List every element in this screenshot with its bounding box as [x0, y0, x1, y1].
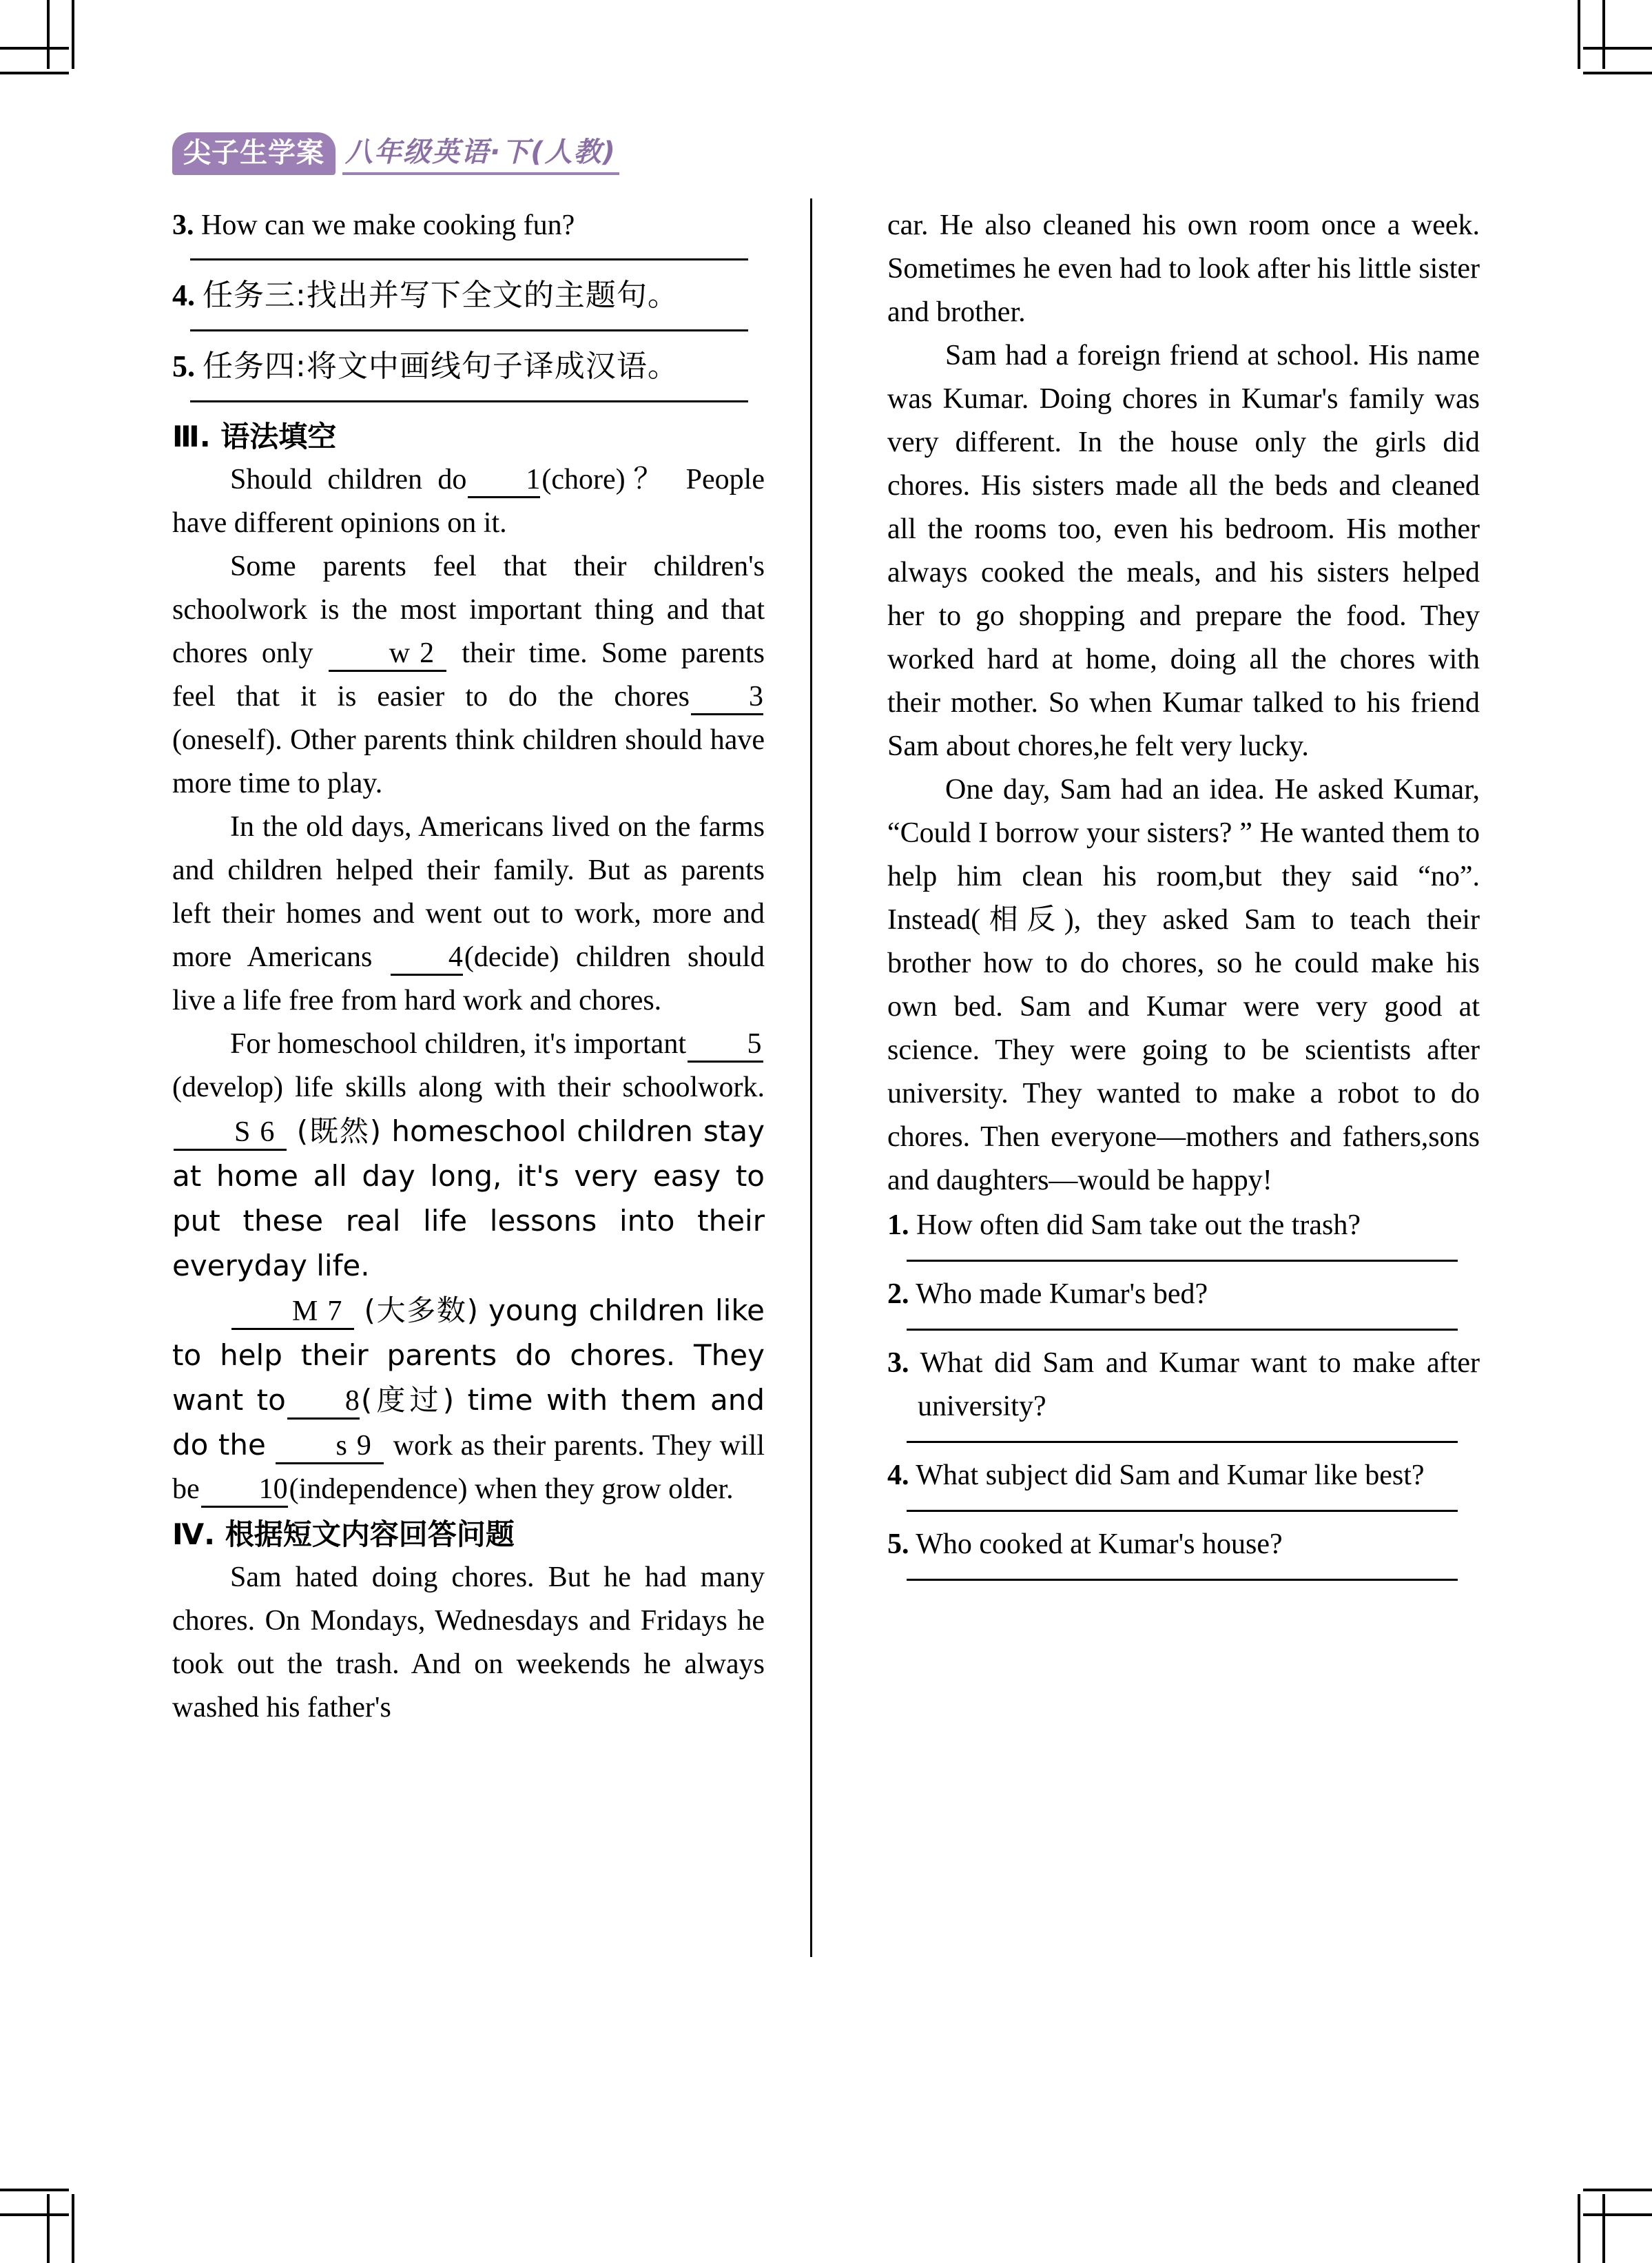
question-number: 5. [887, 1528, 909, 1560]
crop-mark-top-right-inner-h [1583, 72, 1652, 74]
question-text: What did Sam and Kumar want to make after university? [918, 1347, 1480, 1422]
question-item [887, 1273, 1480, 1331]
crop-mark-bottom-left-inner-h [0, 2189, 69, 2191]
cloze-text: (chore)？ People have different opinions on it. [172, 464, 765, 539]
crop-mark-top-right-v [1602, 0, 1605, 69]
cloze-paragraph-2 [172, 545, 765, 806]
cloze-blank-7[interactable] [231, 1295, 354, 1330]
right-column [887, 204, 1480, 1592]
question-row [887, 1342, 1480, 1429]
question-row [887, 1523, 1480, 1566]
item-number: 4. [172, 278, 195, 312]
answer-line[interactable] [907, 1260, 1458, 1262]
question-row [887, 1273, 1480, 1316]
blank-number: 7 [327, 1296, 342, 1327]
question-number: 3. [887, 1347, 909, 1379]
cloze-text: (decide) children should live a life free from hard work and chores. [172, 941, 765, 1016]
cloze-text: Should children do [230, 464, 467, 495]
cloze-text: For homeschool children, it's important [230, 1028, 686, 1060]
cloze-text: work as their parents. They will be [172, 1430, 765, 1505]
cloze-blank-4[interactable]: 4 [391, 941, 463, 976]
answer-line[interactable] [907, 1329, 1458, 1331]
list-item [172, 344, 765, 389]
question-item [887, 1342, 1480, 1443]
blank-number: 2 [420, 637, 435, 669]
cloze-text: (develop) life skills along with their schoolwork. [172, 1072, 765, 1103]
cloze-text: Some parents feel that their children's schoolwork is the most important thing and that chores only [172, 551, 765, 669]
cloze-blank-1[interactable]: 1 [468, 463, 540, 498]
answer-line[interactable] [907, 1441, 1458, 1443]
cloze-paragraph-4 [172, 1023, 765, 1289]
item-number: 5. [172, 349, 195, 383]
answer-line[interactable] [190, 329, 748, 331]
cloze-text: (度过) time with them and do the [172, 1383, 765, 1462]
cloze-text: (既然) homeschool children stay at home all day long, it's very easy to put these real life lessons into their everyday life. [172, 1114, 765, 1282]
cloze-paragraph-3 [172, 806, 765, 1023]
crop-mark-bottom-left-inner-v [72, 2194, 74, 2263]
crop-mark-bottom-left-v [47, 2194, 50, 2263]
list-item [172, 273, 765, 318]
blank-hint-letter: S [234, 1116, 251, 1148]
brand-badge: 尖子生学案 [172, 132, 335, 175]
crop-mark-top-left-inner-h [0, 72, 69, 74]
cloze-blank-9[interactable] [276, 1429, 384, 1464]
blank-number: 9 [356, 1430, 371, 1462]
cloze-blank-6[interactable] [174, 1116, 287, 1151]
list-item [172, 204, 765, 247]
cloze-blank-2[interactable] [329, 637, 446, 672]
column-divider [810, 198, 812, 1957]
cloze-blank-5[interactable]: 5 [688, 1027, 763, 1063]
passage-paragraph-3: One day, Sam had an idea. He asked Kumar, “Could I borrow your sisters? ” He wanted them to help him clean his room,but they said “no”. Instead(相反), they asked Sam to teach their brother how to do chores, so he could make his own bed. Sam and Kumar were very good at science. They were going to be scientists after university. They wanted to make a robot to do chores. Then everyone—mothers and fathers,sons and daughters—would be happy! [887, 774, 1480, 1196]
cloze-paragraph-1 [172, 458, 765, 545]
question-number: 1. [887, 1209, 909, 1241]
crop-mark-top-right-inner-v [1578, 0, 1580, 69]
item-number: 3. [172, 209, 194, 241]
crop-mark-top-right-h [1583, 47, 1652, 50]
question-text: Who cooked at Kumar's house? [916, 1528, 1283, 1560]
answer-line[interactable] [907, 1579, 1458, 1581]
question-text: Who made Kumar's bed? [916, 1278, 1208, 1310]
question-number: 2. [887, 1278, 909, 1310]
page-header [172, 132, 1481, 192]
crop-mark-bottom-right-inner-v [1578, 2194, 1580, 2263]
passage-paragraph-1: Sam hated doing chores. But he had many chores. On Mondays, Wednesdays and Fridays he took out the trash. And on weekends he always washed his father's [172, 1561, 765, 1723]
question-row [887, 1454, 1480, 1497]
crop-mark-top-left-v [47, 0, 50, 69]
blank-hint-letter: s [335, 1430, 347, 1462]
question-item [887, 1523, 1480, 1581]
section-heading-reading: Ⅳ. 根据短文内容回答问题 [172, 1517, 515, 1551]
answer-line[interactable] [190, 258, 748, 260]
question-item [887, 1204, 1480, 1262]
cloze-blank-8[interactable]: 8 [287, 1384, 360, 1420]
blank-hint-letter: M [292, 1296, 318, 1327]
crop-mark-top-left-inner-v [72, 0, 74, 69]
passage-paragraph-2: Sam had a foreign friend at school. His name was Kumar. Doing chores in Kumar's family was very different. In the house only the girls did chores. His sisters made all the beds and cleaned all the rooms too, even his bedroom. His mother always cooked the meals, and his sisters helped her to go shopping and prepare the food. They worked hard at home, doing all the chores with their mother. So when Kumar talked to his friend Sam about chores,he felt very lucky. [887, 340, 1480, 762]
question-item [887, 1454, 1480, 1512]
question-text: What subject did Sam and Kumar like best? [916, 1460, 1425, 1491]
item-text: 任务四:将文中画线句子译成汉语。 [203, 349, 679, 384]
crop-mark-bottom-right-v [1602, 2194, 1605, 2263]
question-row [887, 1204, 1480, 1247]
crop-mark-bottom-right-inner-h [1583, 2189, 1652, 2191]
cloze-blank-3[interactable]: 3 [691, 680, 763, 715]
question-number: 4. [887, 1460, 909, 1491]
cloze-paragraph-5 [172, 1289, 765, 1511]
section-heading-grammar: Ⅲ. 语法填空 [172, 420, 337, 453]
cloze-text: In the old days, Americans lived on the farms and children helped their family. But as parents left their homes and went out to work, more and more Americans [172, 811, 765, 973]
answer-line[interactable] [907, 1510, 1458, 1512]
answer-line[interactable] [190, 400, 748, 402]
cloze-blank-10[interactable]: 10 [201, 1473, 288, 1508]
question-text: How often did Sam take out the trash? [916, 1209, 1361, 1241]
item-text: 任务三:找出并写下全文的主题句。 [203, 278, 679, 313]
cloze-text: (independence) when they grow older. [289, 1473, 734, 1505]
item-text: How can we make cooking fun? [201, 209, 575, 241]
blank-hint-letter: w [389, 637, 411, 669]
passage-paragraph-1-cont: car. He also cleaned his own room once a week. Sometimes he even had to look after his little sister and brother. [887, 209, 1480, 328]
brand-subtitle: 八年级英语·下(人教) [342, 134, 619, 175]
cloze-text: (oneself). Other parents think children should have more time to play. [172, 724, 765, 799]
left-column [172, 204, 765, 1730]
crop-mark-bottom-right-h [1583, 2213, 1652, 2216]
blank-number: 6 [260, 1116, 275, 1148]
cloze-text: their time. Some parents feel that it is easier to do the chores [172, 637, 765, 713]
crop-mark-bottom-left-h [0, 2213, 69, 2216]
crop-mark-top-left-h [0, 47, 69, 50]
cloze-text: (大多数) young children like to help their parents do chores. They want to [172, 1293, 765, 1417]
